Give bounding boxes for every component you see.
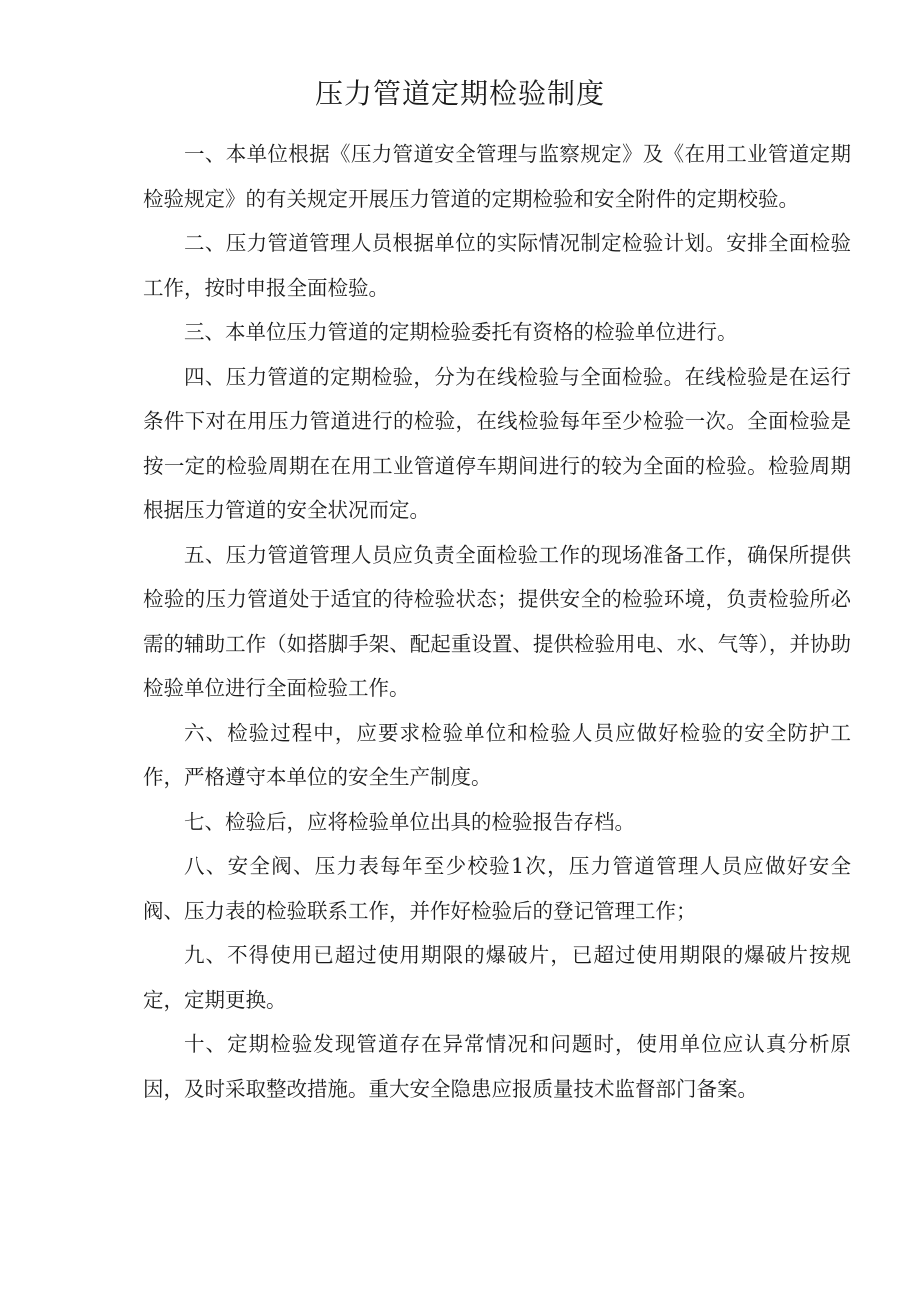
document-body <box>143 132 851 1111</box>
clause-3: 三、本单位压力管道的定期检验委托有资格的检验单位进行。 <box>184 320 738 344</box>
clause-5: 五、压力管道管理人员应负责全面检验工作的现场准备工作，确保所提供检验的压力管道处于适宜的待检验状态；提供安全的检验环境，负责检验所必需的辅助工作（如搭脚手架、配起重设置、提供检验用电、水、气等），并协助检验单位进行全面检验工作。 <box>143 542 851 700</box>
clause-2: 二、压力管道管理人员根据单位的实际情况制定检验计划。安排全面检验工作，按时申报全面检验。 <box>143 231 851 300</box>
clause-1: 一、本单位根据《压力管道安全管理与监察规定》及《在用工业管道定期检验规定》的有关规定开展压力管道的定期检验和安全附件的定期校验。 <box>143 142 851 211</box>
clause-10: 十、定期检验发现管道存在异常情况和问题时，使用单位应认真分析原因，及时采取整改措施。重大安全隐患应报质量技术监督部门备案。 <box>143 1032 851 1101</box>
clause-7: 七、检验后，应将检验单位出具的检验报告存档。 <box>184 809 635 834</box>
clause-8: 八、安全阀、压力表每年至少校验1次，压力管道管理人员应做好安全阀、压力表的检验联系工作，并作好检验后的登记管理工作； <box>143 854 851 923</box>
clause-9: 九、不得使用已超过使用期限的爆破片，已超过使用期限的爆破片按规定，定期更换。 <box>143 943 851 1012</box>
clause-4: 四、压力管道的定期检验，分为在线检验与全面检验。在线检验是在运行条件下对在用压力管道进行的检验，在线检验每年至少检验一次。全面检验是按一定的检验周期在在用工业管道停车期间进行的较为全面的检验。检验周期根据压力管道的安全状况而定。 <box>143 364 851 522</box>
document-title: 压力管道定期检验制度 <box>314 77 605 110</box>
clause-6: 六、检验过程中，应要求检验单位和检验人员应做好检验的安全防护工作，严格遵守本单位的安全生产制度。 <box>143 720 851 789</box>
